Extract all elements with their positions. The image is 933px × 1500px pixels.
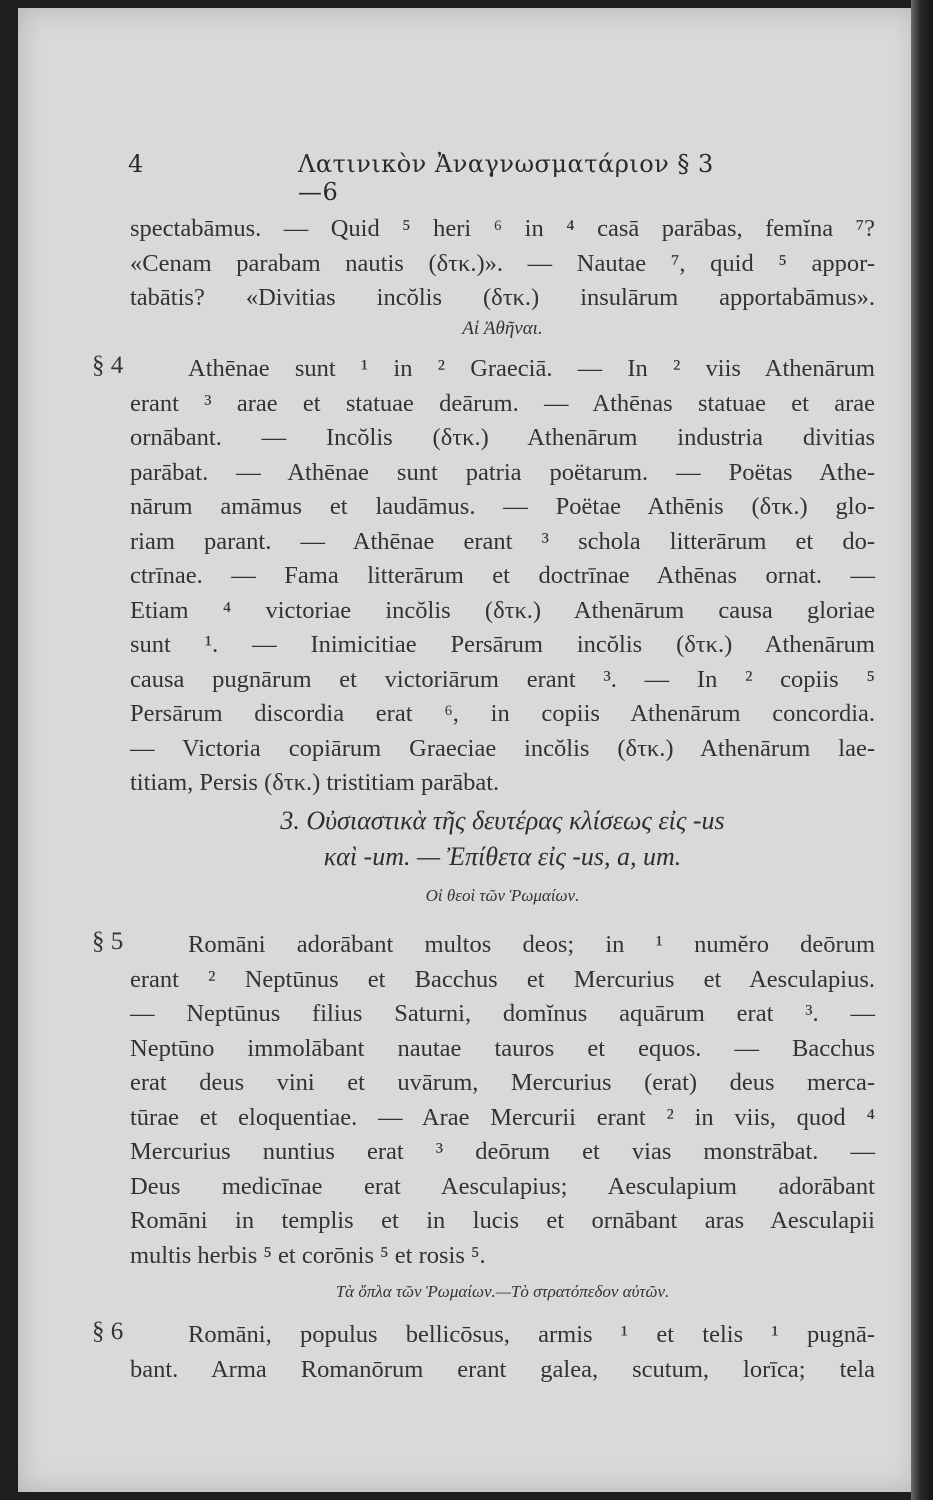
text-line: tūrae et eloquentiae. — Arae Mercurii erant ² in viis, quod ⁴ (130, 1103, 875, 1131)
running-header (128, 150, 738, 206)
text-line: causa pugnārum et victoriārum erant ³. — In ² copiis ⁵ (130, 665, 875, 693)
text-line: Mercurius nuntius erat ³ deōrum et vias monstrābat. — (130, 1138, 875, 1165)
text-line: riam parant. — Athēnae erant ³ schola litterārum et do- (130, 527, 875, 555)
text-line: Romāni adorābant multos deos; in ¹ numĕro deōrum (188, 931, 875, 958)
page-edge-shadow (911, 0, 933, 1500)
text-line: tabātis? «Divitias incŏlis (δτκ.) insulārum apportabāmus». (130, 284, 875, 311)
section-5-text (130, 928, 875, 1273)
text-line: erant ³ arae et statuae deārum. — Athēnas statuae et arae (130, 389, 875, 417)
subheading-roman-gods: Οἱ θεοὶ τῶν Ῥωμαίων. (425, 886, 580, 905)
text-line: ornābant. — Incŏlis (δτκ.) Athenārum industria divitias (130, 424, 875, 451)
text-line: «Cenam parabam nautis (δτκ.)». — Nautae ⁷, quid ⁵ appor- (130, 249, 875, 277)
section-mark-6: § 6 (92, 1318, 124, 1345)
text-line: Romāni, populus bellicōsus, armis ¹ et telis ¹ pugnā- (188, 1321, 875, 1348)
text-line: bant. Arma Romanōrum erant galea, scutum, lorīca; tela (130, 1355, 875, 1383)
text-line: Persārum discordia erat ⁶, in copiis Athenārum concordia. (130, 700, 875, 727)
section-6-text (130, 1318, 875, 1387)
text-line: Romāni in templis et in lucis et ornābant aras Aesculapii (130, 1207, 875, 1234)
text-block-continuation (130, 212, 875, 316)
text-line: sunt ¹. — Inimicitiae Persārum incŏlis (δτκ.) Athenārum (130, 631, 875, 658)
lesson-heading-line2: καὶ -um. — Ἐπίθετα εἰς -us, a, um. (323, 842, 682, 871)
text-line: titiam, Persis (δτκ.) tristitiam parābat. (130, 769, 500, 796)
text-line: spectabāmus. — Quid ⁵ heri ⁶ in ⁴ casā parābas, femĭna ⁷? (130, 215, 875, 242)
text-line: — Neptūnus filius Saturni, domĭnus aquārum erat ³. — (130, 1000, 875, 1027)
section-mark-4: § 4 (92, 352, 124, 379)
text-line: Neptūno immolābant nautae tauros et equos. — Bacchus (130, 1034, 875, 1062)
lesson-heading-line1: 3. Οὐσιαστικὰ τῆς δευτέρας κλίσεως εἰς -us (280, 806, 725, 835)
text-line: erat deus vini et uvārum, Mercurius (erat) deus merca- (130, 1069, 875, 1096)
text-line: nārum amāmus et laudāmus. — Poëtae Athēnis (δτκ.) glo- (130, 493, 875, 520)
text-line: ctrīnae. — Fama litterārum et doctrīnae Athēnas ornat. — (130, 562, 875, 589)
subheading-roman-arms: Τὰ ὅπλα τῶν Ῥωμαίων.—Τὸ στρατόπεδον αὐτῶν. (335, 1282, 670, 1301)
text-line: Athēnae sunt ¹ in ² Graeciā. — In ² viis Athenārum (188, 355, 875, 382)
section-4-text (130, 352, 875, 801)
page-number: 4 (128, 150, 144, 178)
section-mark-5: § 5 (92, 928, 124, 955)
text-line: multis herbis ⁵ et corōnis ⁵ et rosis ⁵. (130, 1241, 486, 1269)
text-line: parābat. — Athēnae sunt patria poëtarum. — Poëtas Athe- (130, 458, 875, 486)
text-line: erant ² Neptūnus et Bacchus et Mercurius et Aesculapius. (130, 965, 875, 993)
header-title: Λατινικὸν Ἀναγνωσματάριον § 3—6 (298, 150, 714, 206)
text-line: — Victoria copiārum Graeciae incŏlis (δτκ.) Athenārum lae- (130, 734, 875, 762)
subheading-athens: Αἱ Ἀθῆναι. (462, 318, 543, 339)
text-line: Etiam ⁴ victoriae incŏlis (δτκ.) Athenārum causa gloriae (130, 596, 875, 624)
text-line: Deus medicīnae erat Aesculapius; Aesculapium adorābant (130, 1172, 875, 1200)
